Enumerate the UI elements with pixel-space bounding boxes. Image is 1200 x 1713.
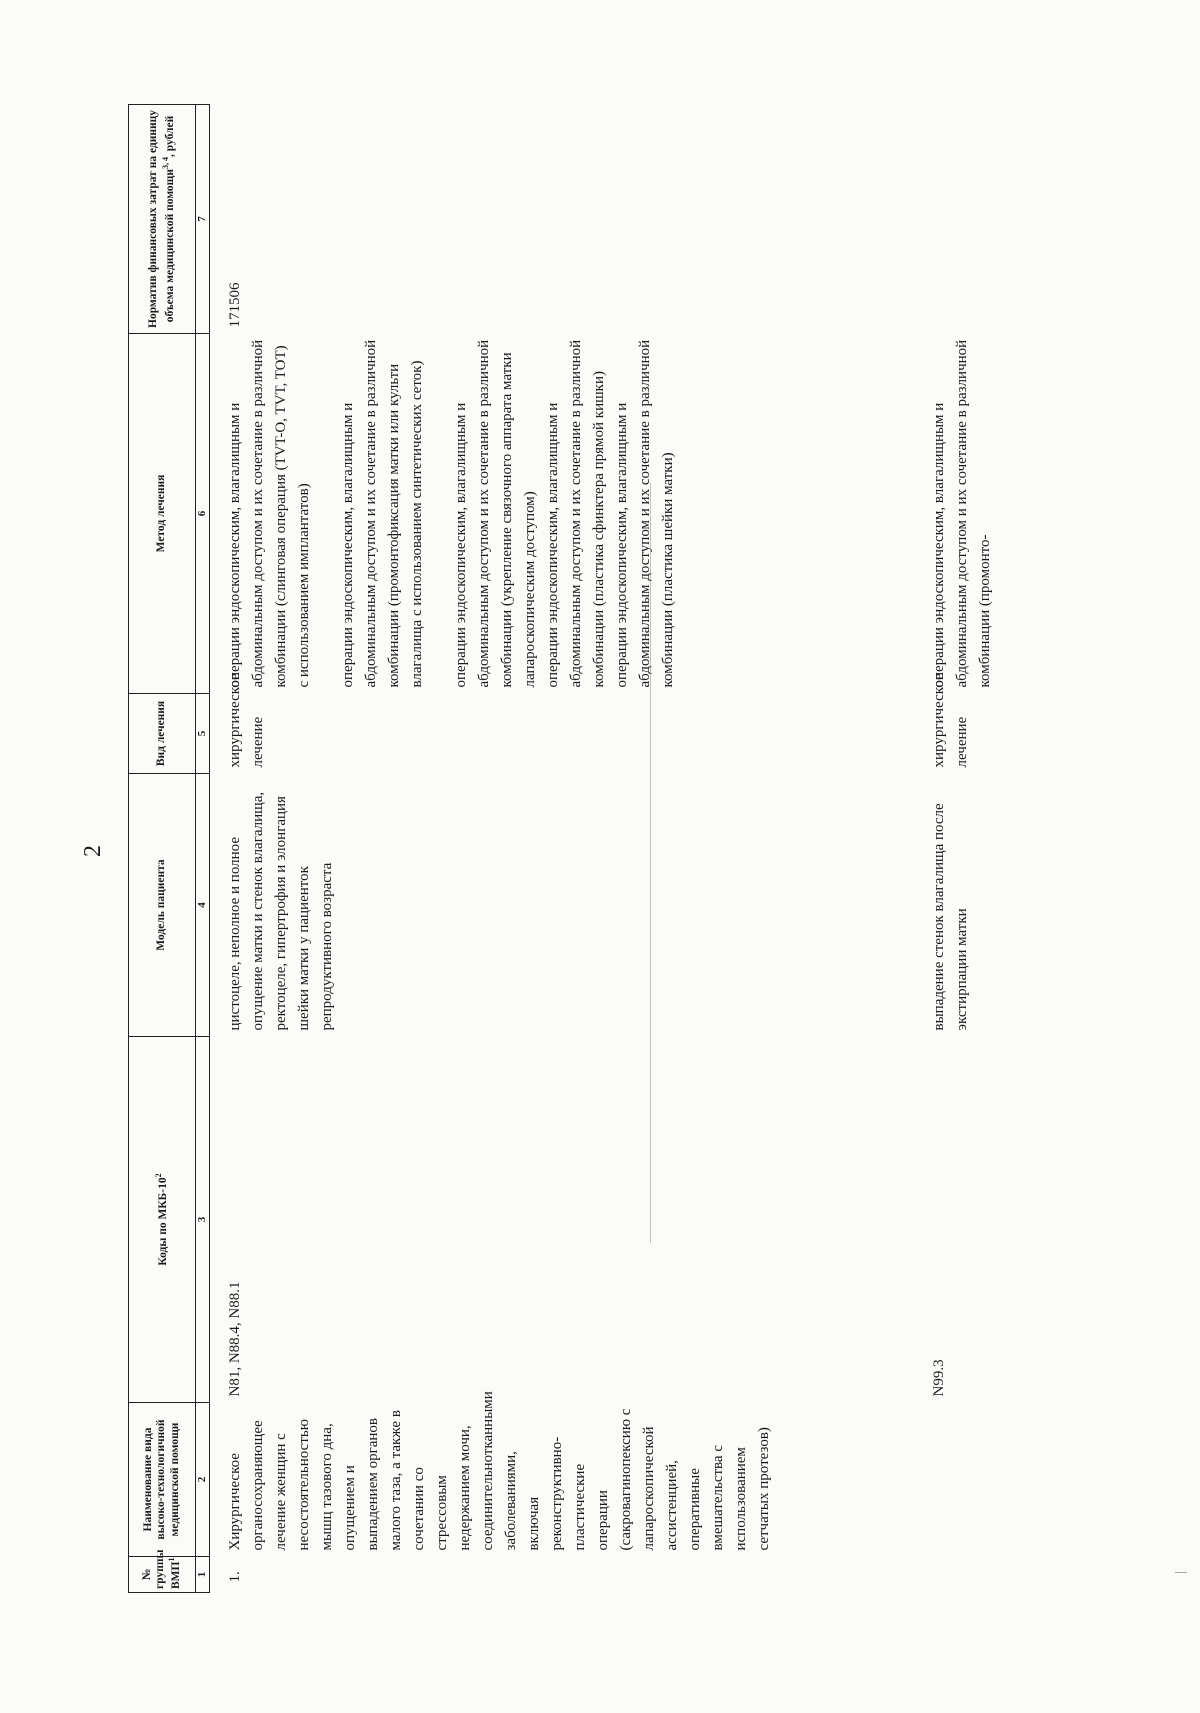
column-number: 3 — [196, 1037, 210, 1403]
patient-model: цистоцеле, неполное и полное опущение матки и стенок влагалища, ректоцеле, гипертрофия и элонгация шейки матки у пациенток репродуктивного возраста — [226, 791, 335, 1031]
method-item: операции эндоскопическим, влагалищным и абдоминальным доступом и их сочетание в различной комбинации (промонто- — [930, 339, 993, 688]
header-group-no: № группы ВМП$^1$ — [129, 1557, 196, 1593]
treatment-type: хирургическое лечение — [930, 673, 970, 768]
icd-codes: N99.3 — [930, 1359, 947, 1397]
table-row — [209, 105, 914, 1593]
cost-norm — [914, 105, 997, 334]
column-number: 5 — [196, 694, 210, 774]
column-number: 4 — [196, 774, 210, 1037]
treatment-methods — [914, 334, 997, 694]
vmp-table — [128, 104, 997, 1593]
treatment-methods — [209, 334, 914, 694]
method-item: операции эндоскопическим, влагалищным и абдоминальным доступом и их сочетание в различной комбинации (промонтофиксация матки или культи влагалища с использованием синтетических сеток) — [339, 339, 425, 688]
header-patient-model: Модель пациента — [129, 774, 196, 1037]
header-method: Метод лечения — [129, 334, 196, 694]
cost-norm: 171506 — [226, 282, 243, 328]
column-number: 2 — [196, 1403, 210, 1557]
header-vmp-name: Наименование вида высоко-технологичной медицинской помощи — [129, 1403, 196, 1557]
column-number: 1 — [196, 1557, 210, 1593]
page-number: 2 — [80, 845, 106, 857]
icd-codes: N81, N88.4, N88.1 — [226, 1281, 243, 1397]
column-number: 7 — [196, 105, 210, 334]
patient-model: выпадение стенок влагалища после экстирпации матки — [930, 803, 970, 1031]
scan-mark — [1175, 1572, 1187, 1573]
method-item: операции эндоскопическим, влагалищным и абдоминальным доступом и их сочетание в различной комбинации (пластика шейки матки) — [613, 339, 676, 688]
group-number: 1. — [226, 1571, 243, 1583]
header-treatment-type: Вид лечения — [129, 694, 196, 774]
treatment-type: хирургическое лечение — [226, 673, 266, 768]
method-item: операции эндоскопическим, влагалищным и абдоминальным доступом и их сочетание в различной комбинации (укрепление связочного аппарата матки лапароскопическим доступом) — [452, 339, 538, 688]
table-row — [914, 105, 997, 1593]
column-number: 6 — [196, 334, 210, 694]
header-cost: Норматив финансовых затрат на единицу объема медицинской помощи$^{3, 4}$, рублей — [129, 105, 196, 334]
method-item: операции эндоскопическим, влагалищным и абдоминальным доступом и их сочетание в различной комбинации (пластика сфинктера прямой кишки) — [544, 339, 607, 688]
vmp-name — [914, 1403, 997, 1557]
scan-mark — [650, 483, 651, 1243]
group-number — [914, 1557, 997, 1593]
header-icd-codes: Коды по МКБ-$10^2$ — [129, 1037, 196, 1403]
vmp-name: Хирургическое органосохраняющее лечение женщин с несостоятельностью мышц тазового дна, опущением и выпадением органов малого таза, а также в сочетании со стрессовым недержанием мочи, соединительнотканными заболеваниями, включая реконструктивно-пластические операции (сакровагинопексию с лапароскопической ассистенцией, оперативные вмешательства с использованием сетчатых протезов) — [226, 1391, 772, 1551]
method-item: операции эндоскопическим, влагалищным и абдоминальным доступом и их сочетание в различной комбинации (слинговая операция (TVT-O, TVT, TOT) с использованием имплантатов) — [226, 339, 312, 688]
